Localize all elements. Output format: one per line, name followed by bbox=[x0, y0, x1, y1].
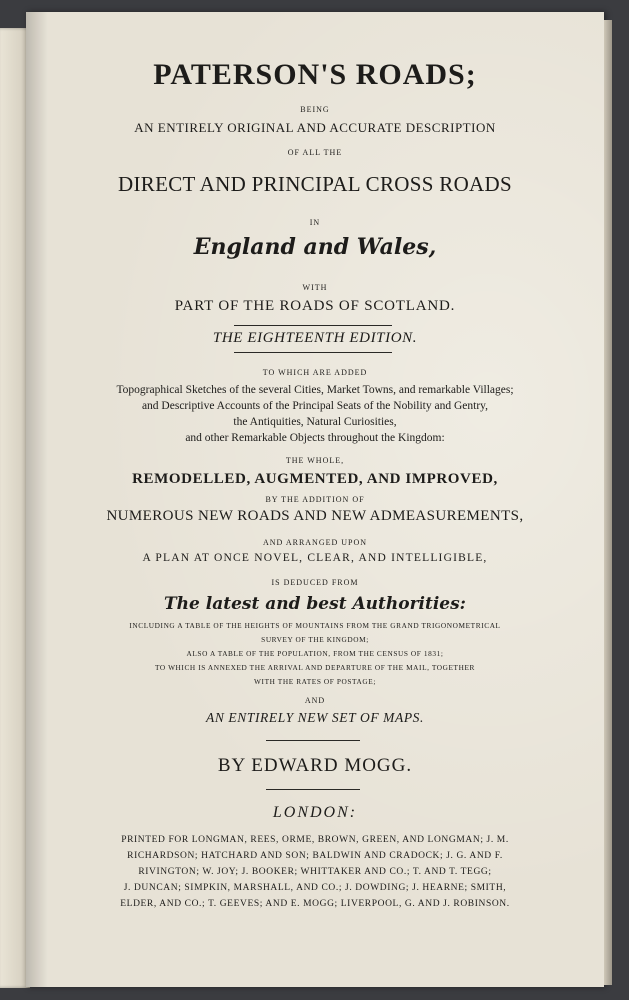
page-edge bbox=[604, 20, 612, 985]
edition-label: THE EIGHTEENTH EDITION. bbox=[212, 330, 418, 346]
imprint-line-1: PRINTED FOR LONGMAN, REES, ORME, BROWN, GREEN, AND LONGMAN; J. M. bbox=[121, 835, 509, 845]
scotland-heading: PART OF THE ROADS OF SCOTLAND. bbox=[174, 298, 456, 314]
london-label: LONDON: bbox=[272, 804, 358, 821]
remodelled-heading: REMODELLED, AUGMENTED, AND IMPROVED, bbox=[132, 471, 498, 487]
with-label: WITH bbox=[302, 283, 328, 292]
imprint-line-5: ELDER, AND CO.; T. GEEVES; AND E. MOGG; LIVERPOOL, G. AND J. ROBINSON. bbox=[120, 899, 510, 909]
being-label: BEING bbox=[300, 105, 330, 114]
rule-top bbox=[234, 325, 392, 326]
topographical-line-2: and Descriptive Accounts of the Principal Seats of the Nobility and Gentry, bbox=[141, 400, 489, 412]
description-line-1: AN ENTIRELY ORIGINAL AND ACCURATE DESCRIPTION bbox=[134, 120, 496, 135]
rule-bottom bbox=[234, 352, 392, 353]
including-line-3: ALSO A TABLE OF THE POPULATION, FROM THE CENSUS OF 1831; bbox=[186, 649, 444, 658]
rule-author-bottom bbox=[266, 789, 360, 790]
arranged-label: AND ARRANGED UPON bbox=[262, 538, 368, 547]
whole-label: THE WHOLE, bbox=[285, 456, 345, 465]
deduced-label: IS DEDUCED FROM bbox=[271, 578, 359, 587]
in-label: IN bbox=[309, 218, 321, 227]
maps-line: AN ENTIRELY NEW SET OF MAPS. bbox=[205, 710, 425, 725]
plan-line: A PLAN AT ONCE NOVEL, CLEAR, AND INTELLIGIBLE, bbox=[142, 552, 488, 564]
numerous-roads-heading: NUMEROUS NEW ROADS AND NEW ADMEASUREMENTS, bbox=[106, 508, 524, 524]
england-wales-heading: England and Wales, bbox=[193, 234, 437, 260]
and-label: AND bbox=[304, 696, 326, 705]
including-line-2: SURVEY OF THE KINGDOM; bbox=[261, 635, 369, 644]
direct-roads-heading: DIRECT AND PRINCIPAL CROSS ROADS bbox=[118, 172, 512, 196]
author-line: BY EDWARD MOGG. bbox=[217, 755, 413, 776]
including-line-4: TO WHICH IS ANNEXED THE ARRIVAL AND DEPARTURE OF THE MAIL, TOGETHER bbox=[154, 663, 476, 672]
topographical-line-1: Topographical Sketches of the several Cities, Market Towns, and remarkable Villages; bbox=[116, 384, 514, 396]
imprint-line-2: RICHARDSON; HATCHARD AND SON; BALDWIN AND CRADOCK; J. G. AND F. bbox=[127, 851, 503, 861]
imprint-line-4: J. DUNCAN; SIMPKIN, MARSHALL, AND CO.; J. DOWDING; J. HEARNE; SMITH, bbox=[123, 883, 507, 893]
topographical-line-4: and other Remarkable Objects throughout the Kingdom: bbox=[185, 432, 445, 444]
addition-label: BY THE ADDITION OF bbox=[265, 495, 365, 504]
including-line-1: INCLUDING A TABLE OF THE HEIGHTS OF MOUNTAINS FROM THE GRAND TRIGONOMETRICAL bbox=[129, 621, 501, 630]
description-line-2: OF ALL THE bbox=[287, 148, 343, 157]
book-title: PATERSON'S ROADS; bbox=[153, 58, 477, 91]
rule-author-top bbox=[266, 740, 360, 741]
latest-authorities-heading: The latest and best Authorities: bbox=[164, 594, 466, 614]
imprint-line-3: RIVINGTON; W. JOY; J. BOOKER; WHITTAKER AND CO.; T. AND T. TEGG; bbox=[138, 867, 492, 877]
added-label: TO WHICH ARE ADDED bbox=[262, 368, 368, 377]
topographical-line-3: the Antiquities, Natural Curiosities, bbox=[233, 416, 397, 428]
including-line-5: WITH THE RATES OF POSTAGE; bbox=[254, 677, 376, 686]
title-page bbox=[26, 12, 604, 987]
